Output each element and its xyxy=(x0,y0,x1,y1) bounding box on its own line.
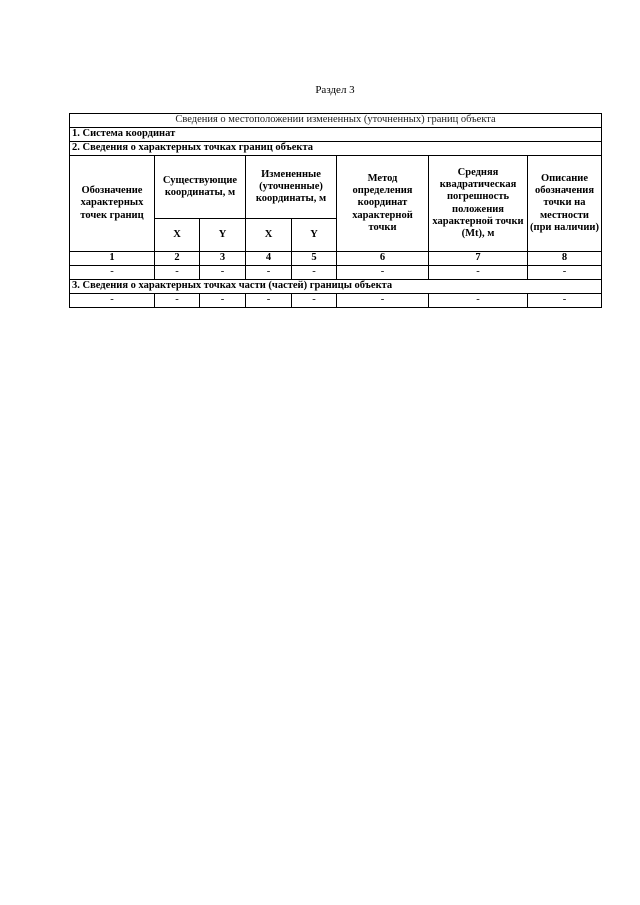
column-number: 1 xyxy=(70,252,155,266)
column-number: 6 xyxy=(337,252,429,266)
table-cell: - xyxy=(337,266,429,280)
table-row xyxy=(70,266,602,280)
column-number: 4 xyxy=(246,252,292,266)
header-existing-x: X xyxy=(155,219,200,252)
table-cell: - xyxy=(70,294,155,308)
section-coordinate-system: 1. Система координат xyxy=(70,128,602,142)
header-mean-error: Средняя квадратическая погрешность положения характерной точки (Mt), м xyxy=(429,156,528,252)
column-number: 7 xyxy=(429,252,528,266)
header-existing-coordinates: Существующие координаты, м xyxy=(155,156,246,219)
table-caption: Сведения о местоположении измененных (уточненных) границ объекта xyxy=(70,114,602,128)
header-description: Описание обозначения точки на местности (при наличии) xyxy=(528,156,602,252)
table-cell: - xyxy=(292,266,337,280)
boundary-table xyxy=(69,113,602,308)
table-cell: - xyxy=(429,266,528,280)
column-number: 5 xyxy=(292,252,337,266)
column-number: 3 xyxy=(200,252,246,266)
header-changed-y: Y xyxy=(292,219,337,252)
table-cell: - xyxy=(528,294,602,308)
section-boundary-points: 2. Сведения о характерных точках границ объекта xyxy=(70,142,602,156)
header-method: Метод определения координат характерной точки xyxy=(337,156,429,252)
table-cell: - xyxy=(70,266,155,280)
table-cell: - xyxy=(200,266,246,280)
header-point-designation: Обозначение характерных точек границ xyxy=(70,156,155,252)
table-cell: - xyxy=(155,266,200,280)
table-cell: - xyxy=(246,266,292,280)
table-row xyxy=(70,294,602,308)
header-changed-coordinates: Измененные (уточненные) координаты, м xyxy=(246,156,337,219)
table-cell: - xyxy=(528,266,602,280)
section-title: Раздел 3 xyxy=(315,84,355,96)
table-cell: - xyxy=(200,294,246,308)
table-cell: - xyxy=(246,294,292,308)
table-cell: - xyxy=(155,294,200,308)
column-number: 2 xyxy=(155,252,200,266)
table-cell: - xyxy=(429,294,528,308)
column-number: 8 xyxy=(528,252,602,266)
section-part-boundary-points: 3. Сведения о характерных точках части (частей) границы объекта xyxy=(70,280,602,294)
header-existing-y: Y xyxy=(200,219,246,252)
table-cell: - xyxy=(292,294,337,308)
table-cell: - xyxy=(337,294,429,308)
header-changed-x: X xyxy=(246,219,292,252)
